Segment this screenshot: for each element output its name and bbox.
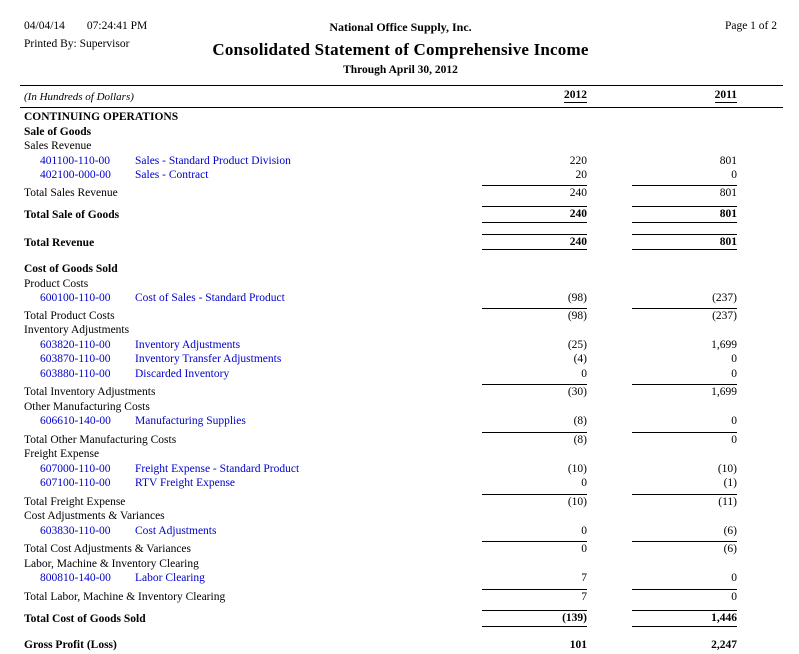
account-row [20, 338, 737, 353]
account-title-link[interactable]: Inventory Transfer Adjustments [135, 353, 282, 365]
section-row [20, 262, 737, 277]
row-label: Freight Expense [24, 448, 100, 460]
total-row [20, 638, 737, 653]
account-number-link[interactable]: 603820-110-00 [40, 338, 111, 351]
page-indicator: Page 1 of 2 [724, 20, 777, 32]
total-row [20, 234, 737, 251]
account-row [20, 571, 737, 586]
row-label: Total Labor, Machine & Inventory Clearing [24, 590, 226, 603]
account-label-cell [24, 414, 482, 429]
amount-2012: 0 [581, 477, 587, 489]
row-label: Cost of Goods Sold [24, 263, 118, 275]
amount-2011: 801 [632, 206, 737, 223]
section-row [20, 110, 737, 125]
account-title-link[interactable]: Freight Expense - Standard Product [135, 462, 300, 475]
section-row [20, 509, 737, 524]
row-label: Other Manufacturing Costs [24, 400, 150, 413]
total-row [20, 308, 737, 324]
section-row [20, 323, 737, 338]
amount-2012: 7 [581, 572, 587, 584]
amount-2012: (25) [567, 338, 587, 351]
amount-2012: 101 [569, 638, 587, 651]
amount-2012: (98) [567, 292, 587, 304]
row-label: Gross Profit (Loss) [24, 638, 117, 651]
account-row [20, 462, 737, 477]
account-row [20, 524, 737, 539]
account-row [20, 414, 737, 429]
report-header [0, 20, 799, 76]
row-label: Total Freight Expense [24, 495, 126, 508]
account-title-link[interactable]: Cost of Sales - Standard Product [135, 292, 285, 304]
amount-2012: 7 [482, 589, 587, 605]
total-row [20, 541, 737, 557]
account-label-cell [24, 524, 482, 539]
total-row [20, 206, 737, 223]
account-label-cell [24, 338, 482, 353]
row-label: Total Cost Adjustments & Variances [24, 543, 191, 555]
account-title-link[interactable]: Inventory Adjustments [135, 338, 241, 351]
row-label: Product Costs [24, 277, 89, 290]
amount-2011: (237) [632, 308, 737, 324]
total-row [20, 384, 737, 400]
row-label: Total Sale of Goods [24, 209, 120, 221]
section-row [20, 447, 737, 462]
row-label: CONTINUING OPERATIONS [24, 111, 179, 123]
account-number-link[interactable]: 600100-110-00 [40, 292, 111, 304]
account-row [20, 168, 737, 183]
amount-2012: 240 [482, 185, 587, 201]
amount-2012: (30) [482, 384, 587, 400]
company-name: National Office Supply, Inc. [329, 20, 472, 34]
row-label: Sale of Goods [24, 125, 92, 138]
account-number-link[interactable]: 607100-110-00 [40, 477, 111, 489]
account-number-link[interactable]: 800810-140-00 [40, 572, 111, 584]
account-title-link[interactable]: Cost Adjustments [135, 524, 217, 537]
row-label: Cost Adjustments & Variances [24, 510, 165, 522]
amount-2011: 801 [719, 154, 737, 167]
section-row [20, 139, 737, 154]
amount-2012: (8) [482, 432, 587, 448]
account-row [20, 367, 737, 382]
year-2011-label: 2011 [714, 89, 737, 101]
amount-2011: (11) [632, 494, 737, 510]
report-title: Consolidated Statement of Comprehensive Income [212, 40, 589, 59]
amount-2012: 240 [482, 206, 587, 223]
account-number-link[interactable]: 402100-000-00 [40, 169, 111, 181]
amount-2011: 1,699 [632, 384, 737, 400]
print-datetime [24, 20, 209, 32]
account-label-cell [24, 352, 482, 367]
amount-2011: 0 [731, 367, 737, 380]
amount-2011: 801 [632, 234, 737, 251]
account-title-link[interactable]: Sales - Standard Product Division [135, 154, 291, 167]
account-row [20, 291, 737, 306]
row-label: Inventory Adjustments [24, 324, 130, 336]
account-number-link[interactable]: 603880-110-00 [40, 367, 111, 380]
account-label-cell [24, 154, 482, 169]
amount-2011: 1,446 [632, 610, 737, 627]
amount-2011: 801 [632, 185, 737, 201]
amount-2011: 0 [731, 572, 737, 584]
amount-2011: (10) [717, 462, 737, 475]
amount-2012: (98) [482, 308, 587, 324]
amount-2012: (139) [482, 610, 587, 627]
account-number-link[interactable]: 607000-110-00 [40, 462, 111, 475]
account-title-link[interactable]: Labor Clearing [135, 572, 205, 584]
section-row [20, 277, 737, 292]
account-title-link[interactable]: Sales - Contract [135, 169, 209, 181]
row-label: Labor, Machine & Inventory Clearing [24, 557, 199, 570]
total-row [20, 494, 737, 510]
amount-2011: 0 [632, 432, 737, 448]
report-body [20, 110, 783, 652]
row-label: Total Sales Revenue [24, 186, 118, 199]
amount-2012: (10) [482, 494, 587, 510]
section-row [20, 557, 737, 572]
amount-2011: (237) [712, 292, 737, 304]
account-title-link[interactable]: Manufacturing Supplies [135, 415, 246, 427]
year-2012-label: 2012 [564, 89, 587, 101]
account-label-cell [24, 168, 482, 183]
row-label: Total Revenue [24, 236, 95, 249]
amount-2011: (1) [723, 477, 737, 489]
account-label-cell [24, 291, 482, 306]
year-column-2011 [632, 89, 737, 103]
section-row [20, 125, 737, 140]
printed-by: Printed By: Supervisor [24, 38, 130, 50]
report-subtitle: Through April 30, 2012 [343, 64, 458, 76]
total-row [20, 610, 737, 627]
amount-2011: 0 [731, 169, 737, 181]
account-label-cell [24, 571, 482, 586]
units-label: (In Hundreds of Dollars) [24, 91, 134, 103]
amount-2012: (10) [567, 462, 587, 475]
print-date: 04/04/14 [24, 20, 65, 32]
amount-2012: (4) [573, 353, 587, 365]
amount-2011: 0 [731, 415, 737, 427]
year-column-2012 [482, 89, 587, 103]
amount-2012: 0 [482, 541, 587, 557]
amount-2012: 20 [575, 169, 587, 181]
account-title-link[interactable]: RTV Freight Expense [135, 477, 236, 489]
amount-2011: 2,247 [711, 638, 737, 651]
report-title-block [209, 20, 592, 76]
amount-2011: 0 [632, 589, 737, 605]
amount-2012: 240 [482, 234, 587, 251]
total-row [20, 185, 737, 201]
print-info [24, 20, 209, 50]
row-label: Total Inventory Adjustments [24, 386, 156, 398]
amount-2012: 0 [581, 524, 587, 537]
account-title-link[interactable]: Discarded Inventory [135, 367, 230, 380]
amount-2012: 0 [581, 367, 587, 380]
total-row [20, 589, 737, 605]
amount-2011: (6) [723, 524, 737, 537]
account-number-link[interactable]: 603830-110-00 [40, 524, 111, 537]
account-number-link[interactable]: 606610-140-00 [40, 415, 111, 427]
amount-2012: 220 [569, 154, 587, 167]
row-label: Total Product Costs [24, 309, 115, 322]
amount-2011: 1,699 [711, 338, 737, 351]
amount-2011: 0 [731, 353, 737, 365]
account-number-link[interactable]: 401100-110-00 [40, 154, 111, 167]
column-header-row [20, 85, 783, 108]
account-label-cell [24, 367, 482, 382]
account-row [20, 154, 737, 169]
section-row [20, 400, 737, 415]
row-label: Sales Revenue [24, 140, 92, 152]
account-label-cell [24, 462, 482, 477]
amount-2011: (6) [632, 541, 737, 557]
account-row [20, 476, 737, 491]
row-label: Total Cost of Goods Sold [24, 613, 146, 625]
amount-2012: (8) [573, 415, 587, 427]
account-row [20, 352, 737, 367]
total-row [20, 432, 737, 448]
row-label: Total Other Manufacturing Costs [24, 433, 177, 446]
account-number-link[interactable]: 603870-110-00 [40, 353, 111, 365]
print-time: 07:24:41 PM [86, 20, 148, 32]
account-label-cell [24, 476, 482, 491]
